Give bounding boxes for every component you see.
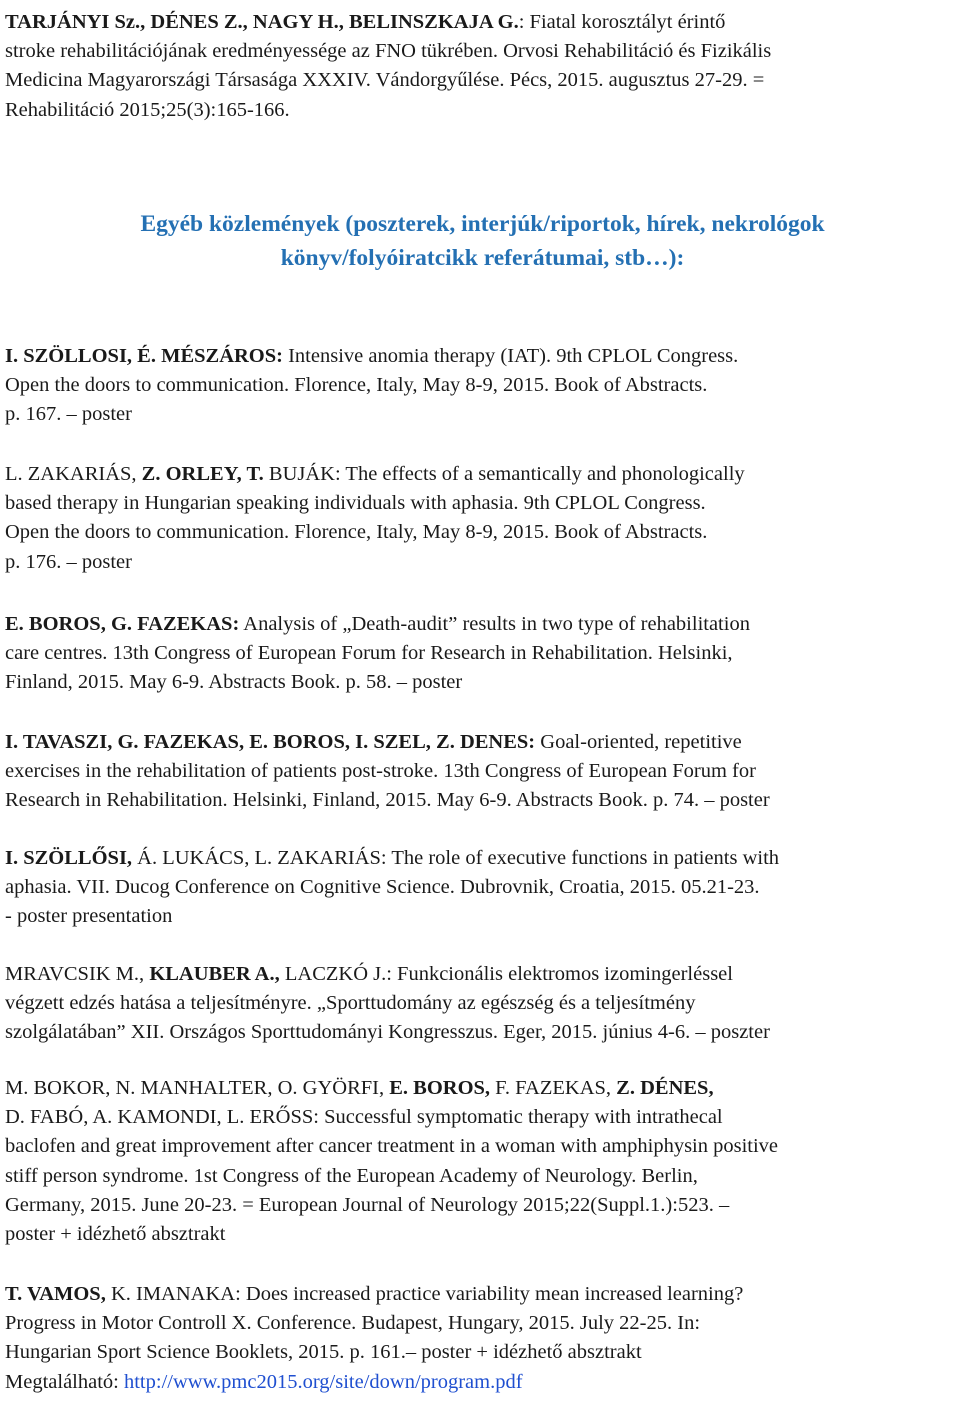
entry-text: Medicina Magyarországi Társasága XXXIV. Vándorgyűlése. Pécs, 2015. augusztus 27-29. = bbox=[5, 69, 765, 92]
entry-text: BUJÁK: The effects of a semantically and phonologically bbox=[263, 463, 745, 485]
entry-text: Goal-oriented, repetitive bbox=[535, 731, 742, 753]
entry-line bbox=[5, 460, 745, 489]
entry-text: LACZKÓ J.: Funkcionális elektromos izomingerléssel bbox=[279, 963, 733, 985]
entry-line bbox=[5, 400, 738, 429]
program-link[interactable]: http://www.pmc2015.org/site/down/program.pdf bbox=[123, 1370, 523, 1393]
entry-line bbox=[5, 1018, 770, 1047]
entry-line bbox=[5, 66, 771, 95]
entry-text: szolgálatában” XII. Országos Sporttudományi Kongresszus. Eger, 2015. június 4-6. – poszter bbox=[5, 1021, 770, 1044]
entry-text: Open the doors to communication. Florence, Italy, May 8-9, 2015. Book of Abstracts. bbox=[5, 374, 708, 397]
entry-line bbox=[5, 1103, 778, 1132]
entry-line bbox=[5, 37, 771, 66]
author-names: Z. DÉNES, bbox=[616, 1077, 714, 1099]
entry-text: care centres. 13th Congress of European Forum for Research in Rehabilitation. Helsinki, bbox=[5, 642, 733, 665]
entry-text: stroke rehabilitációjának eredményessége az FNO tükrében. Orvosi Rehabilitáció és Fizikális bbox=[5, 40, 772, 63]
author-names: I. SZÖLLOSI, É. MÉSZÁROS: bbox=[5, 345, 283, 367]
publication-entry-4 bbox=[5, 610, 750, 698]
entry-line bbox=[5, 1309, 743, 1338]
entry-line bbox=[5, 902, 779, 931]
entry-line bbox=[5, 1220, 778, 1249]
section-heading-line-2: könyv/folyóiratcikk referátumai, stb…): bbox=[280, 245, 685, 271]
author-names: Z. ORLEY, T. bbox=[141, 463, 264, 485]
author-names: I. TAVASZI, G. FAZEKAS, E. BOROS, I. SZEL, Z. DENES: bbox=[5, 731, 536, 753]
entry-text: baclofen and great improvement after cancer treatment in a woman with amphiphysin positive bbox=[5, 1135, 779, 1158]
entry-line bbox=[5, 548, 745, 577]
entry-text: Á. LUKÁCS, L. ZAKARIÁS: The role of executive functions in patients with bbox=[132, 847, 780, 869]
entry-text: Rehabilitáció 2015;25(3):165-166. bbox=[5, 98, 290, 121]
entry-text: D. FABÓ, A. KAMONDI, L. ERŐSS: Successful symptomatic therapy with intrathecal bbox=[5, 1106, 723, 1129]
entry-text: L. ZAKARIÁS, bbox=[5, 463, 142, 485]
entry-line bbox=[5, 1280, 743, 1309]
entry-text: stiff person syndrome. 1st Congress of the European Academy of Neurology. Berlin, bbox=[5, 1164, 698, 1187]
entry-text: F. FAZEKAS, bbox=[490, 1077, 617, 1099]
entry-text: Megtalálható: bbox=[5, 1370, 124, 1393]
entry-line bbox=[5, 786, 770, 815]
author-names: T. VAMOS, bbox=[5, 1283, 106, 1305]
entry-line bbox=[5, 989, 770, 1018]
entry-line bbox=[5, 8, 771, 37]
entry-line bbox=[5, 639, 750, 668]
section-heading bbox=[5, 207, 960, 275]
publication-entry-6 bbox=[5, 844, 779, 932]
publication-entry-5 bbox=[5, 728, 770, 816]
publication-entry-2 bbox=[5, 342, 738, 430]
entry-line bbox=[5, 1191, 778, 1220]
entry-line bbox=[5, 757, 770, 786]
entry-text: M. BOKOR, N. MANHALTER, O. GYÖRFI, bbox=[5, 1077, 390, 1099]
entry-line bbox=[5, 844, 779, 873]
entry-text: Hungarian Sport Science Booklets, 2015. p. 161.– poster + idézhető absztrakt bbox=[5, 1341, 642, 1364]
publication-entry-8 bbox=[5, 1074, 778, 1249]
publication-entry-7 bbox=[5, 960, 770, 1048]
entry-line bbox=[5, 518, 745, 547]
entry-line bbox=[5, 1368, 743, 1397]
publication-entry-9 bbox=[5, 1280, 743, 1397]
publication-entry-1 bbox=[5, 8, 771, 125]
entry-text: : Fiatal korosztályt érintő bbox=[518, 11, 726, 33]
author-names: TARJÁNYI Sz., DÉNES Z., NAGY H., BELINSZKAJA G. bbox=[5, 11, 519, 33]
author-names: I. SZÖLLŐSI, bbox=[5, 847, 133, 869]
entry-line bbox=[5, 610, 750, 639]
publication-entry-3 bbox=[5, 460, 745, 577]
entry-text: aphasia. VII. Ducog Conference on Cognitive Science. Dubrovnik, Croatia, 2015. 05.21-23. bbox=[5, 876, 760, 899]
entry-line bbox=[5, 873, 779, 902]
entry-text: Analysis of „Death-audit” results in two type of rehabilitation bbox=[239, 613, 750, 635]
entry-text: végzett edzés hatása a teljesítményre. „Sporttudomány az egészség és a teljesítmény bbox=[5, 992, 696, 1015]
entry-line bbox=[5, 668, 750, 697]
entry-line bbox=[5, 371, 738, 400]
entry-line bbox=[5, 1074, 778, 1103]
entry-line bbox=[5, 96, 771, 125]
entry-line bbox=[5, 342, 738, 371]
entry-line bbox=[5, 728, 770, 757]
entry-line bbox=[5, 489, 745, 518]
entry-text: Germany, 2015. June 20-23. = European Journal of Neurology 2015;22(Suppl.1.):523. – bbox=[5, 1193, 730, 1216]
entry-text: p. 167. – poster bbox=[5, 403, 132, 426]
entry-text: poster + idézhető absztrakt bbox=[5, 1223, 226, 1246]
entry-text: - poster presentation bbox=[5, 905, 173, 928]
section-heading-line-1: Egyéb közlemények (poszterek, interjúk/riportok, hírek, nekrológok bbox=[140, 211, 825, 237]
entry-text: Open the doors to communication. Florence, Italy, May 8-9, 2015. Book of Abstracts. bbox=[5, 521, 708, 544]
author-names: E. BOROS, G. FAZEKAS: bbox=[5, 613, 240, 635]
entry-line bbox=[5, 1132, 778, 1161]
entry-text: MRAVCSIK M., bbox=[5, 963, 150, 985]
entry-line bbox=[5, 1162, 778, 1191]
entry-text: Finland, 2015. May 6-9. Abstracts Book. p. 58. – poster bbox=[5, 671, 463, 694]
entry-text: K. IMANAKA: Does increased practice variability mean increased learning? bbox=[105, 1283, 744, 1305]
entry-line bbox=[5, 960, 770, 989]
entry-text: Intensive anomia therapy (IAT). 9th CPLOL Congress. bbox=[282, 345, 739, 367]
entry-text: p. 176. – poster bbox=[5, 550, 132, 573]
entry-text: based therapy in Hungarian speaking individuals with aphasia. 9th CPLOL Congress. bbox=[5, 492, 706, 515]
author-names: KLAUBER A., bbox=[149, 963, 280, 985]
author-names: E. BOROS, bbox=[389, 1077, 491, 1099]
entry-text: exercises in the rehabilitation of patients post-stroke. 13th Congress of European Forum for bbox=[5, 760, 756, 783]
entry-text: Research in Rehabilitation. Helsinki, Finland, 2015. May 6-9. Abstracts Book. p. 74. – poster bbox=[5, 789, 770, 812]
entry-line bbox=[5, 1338, 743, 1367]
entry-text: Progress in Motor Controll X. Conference. Budapest, Hungary, 2015. July 22-25. In: bbox=[5, 1312, 701, 1335]
